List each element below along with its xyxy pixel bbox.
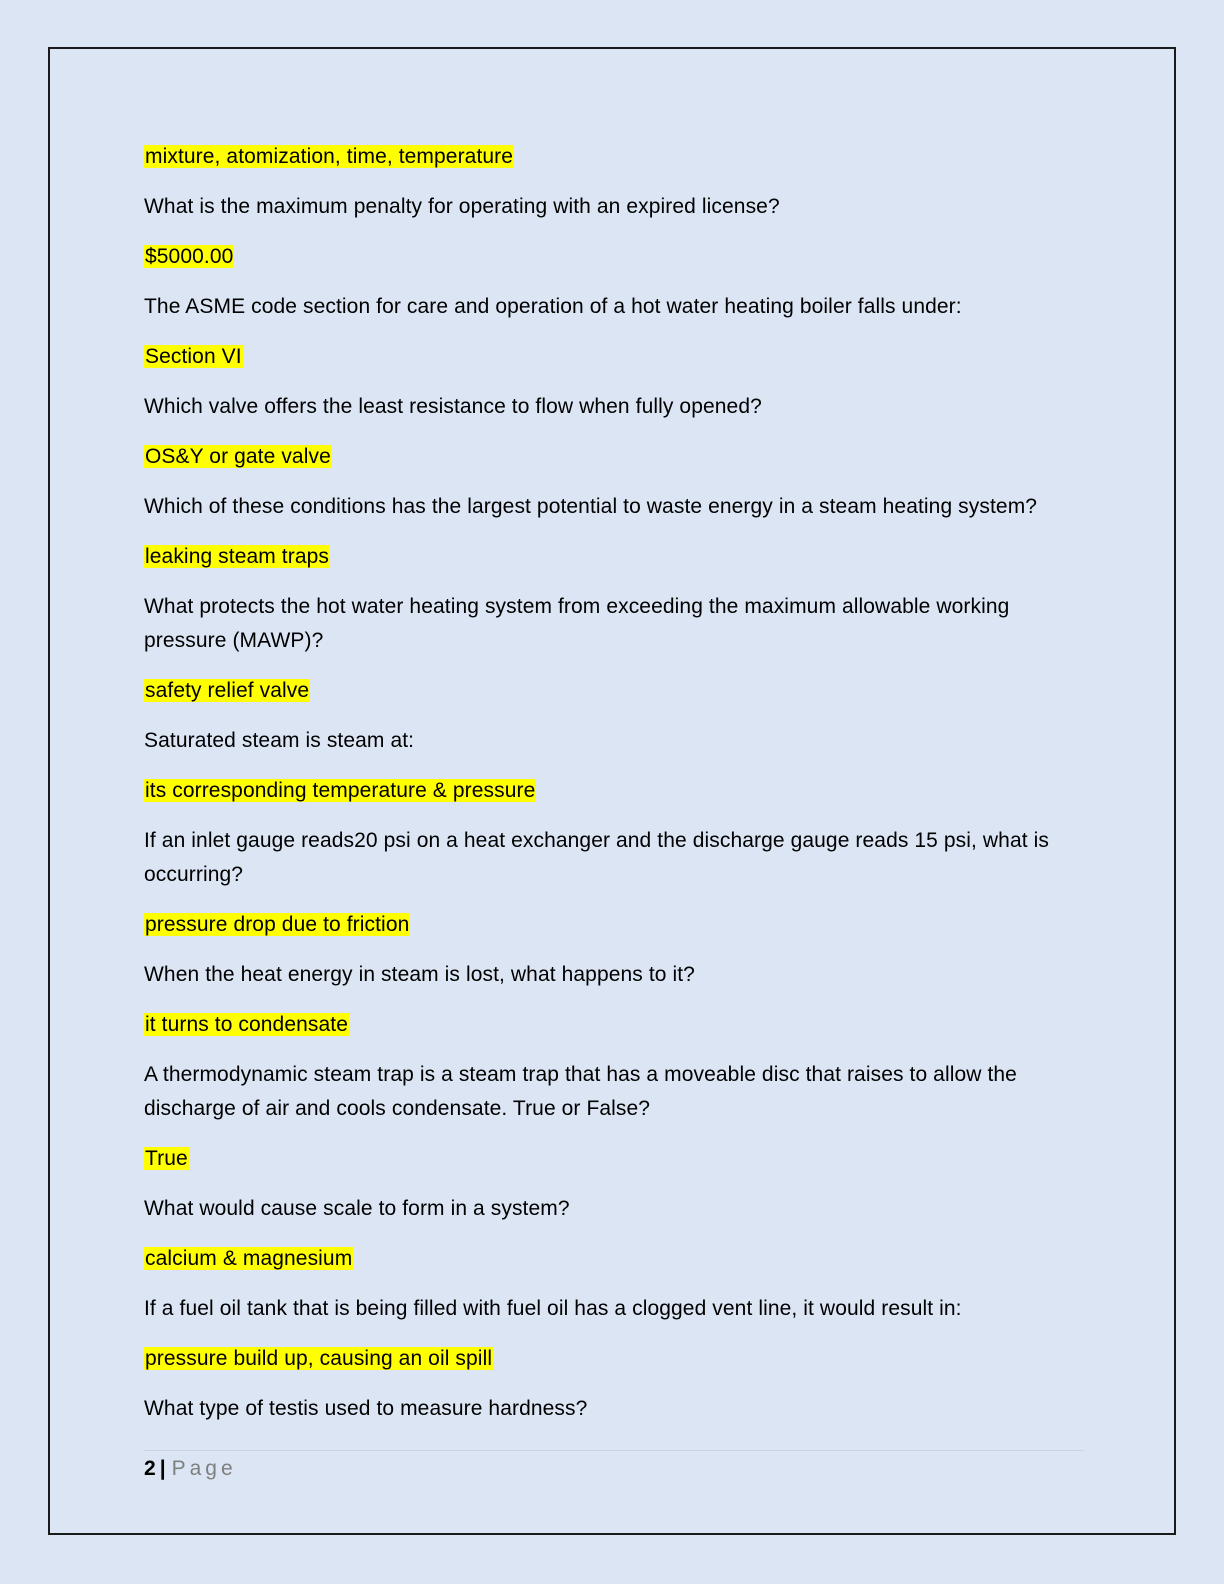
question-text: If a fuel oil tank that is being filled with fuel oil has a clogged vent line, it would result in:: [144, 1297, 962, 1320]
question-text: What is the maximum penalty for operating with an expired license?: [144, 195, 780, 218]
highlighted-answer: calcium & magnesium: [145, 1247, 353, 1270]
answer-text: [144, 440, 1084, 474]
question-text: Which valve offers the least resistance to flow when fully opened?: [144, 395, 762, 418]
highlighted-answer: safety relief valve: [145, 679, 310, 702]
question-text: What type of testis used to measure hardness?: [144, 1397, 588, 1420]
question-text: Saturated steam is steam at:: [144, 729, 415, 752]
footer-separator: |: [159, 1457, 166, 1480]
question-text: The ASME code section for care and operation of a hot water heating boiler falls under:: [144, 295, 962, 318]
answer-text: [144, 1242, 1084, 1276]
highlighted-answer: it turns to condensate: [145, 1013, 348, 1036]
answer-text: [144, 140, 1084, 174]
highlighted-answer: OS&Y or gate valve: [145, 445, 331, 468]
answer-text: [144, 1008, 1084, 1042]
page-number: 2: [144, 1457, 156, 1480]
question-text: If an inlet gauge reads20 psi on a heat exchanger and the discharge gauge reads 15 psi, what is occurring?: [144, 829, 1049, 886]
answer-text: [144, 674, 1084, 708]
highlighted-answer: pressure build up, causing an oil spill: [145, 1347, 493, 1370]
highlighted-answer: Section VI: [145, 345, 242, 368]
page-label: Page: [171, 1457, 237, 1480]
document-body: [144, 140, 1084, 1442]
highlighted-answer: $5000.00: [145, 245, 234, 268]
answer-text: [144, 1142, 1084, 1176]
answer-text: [144, 340, 1084, 374]
question-text: What would cause scale to form in a system?: [144, 1197, 570, 1220]
answer-text: [144, 240, 1084, 274]
question-text: Which of these conditions has the largest potential to waste energy in a steam heating system?: [144, 495, 1038, 518]
answer-text: [144, 540, 1084, 574]
footer-divider: [144, 1450, 1084, 1451]
answer-text: [144, 908, 1084, 942]
answer-text: [144, 1342, 1084, 1376]
highlighted-answer: pressure drop due to friction: [145, 913, 410, 936]
answer-text: [144, 774, 1084, 808]
highlighted-answer: its corresponding temperature & pressure: [145, 779, 536, 802]
question-text: A thermodynamic steam trap is a steam trap that has a moveable disc that raises to allow the discharge of air and cools condensate. True or False?: [144, 1063, 1017, 1120]
page-footer: [144, 1454, 237, 1484]
highlighted-answer: True: [145, 1147, 188, 1170]
question-text: What protects the hot water heating system from exceeding the maximum allowable working pressure (MAWP)?: [144, 595, 1010, 652]
highlighted-answer: leaking steam traps: [145, 545, 329, 568]
question-text: When the heat energy in steam is lost, what happens to it?: [144, 963, 695, 986]
highlighted-answer: mixture, atomization, time, temperature: [145, 145, 514, 168]
